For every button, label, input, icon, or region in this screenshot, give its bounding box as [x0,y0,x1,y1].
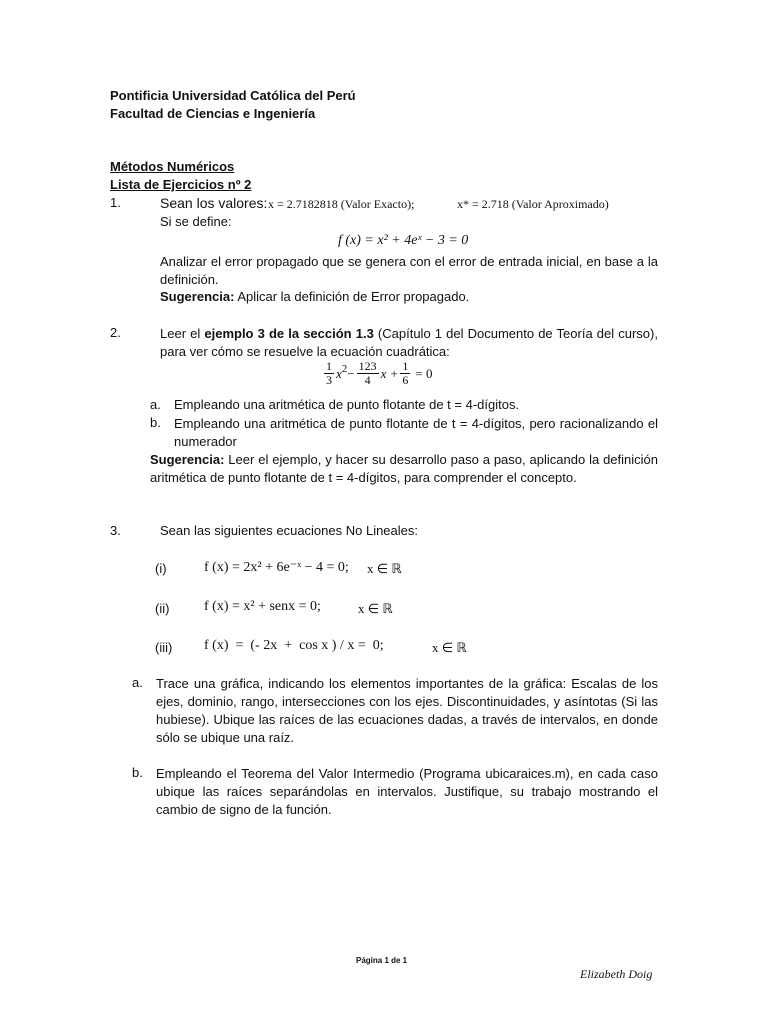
ex3-item-a-marker: a. [132,675,143,690]
ex1-equation: f (x) = x² + 4eˣ − 3 = 0 [338,233,469,248]
frac3-denominator: 6 [402,373,409,387]
ex1-hint-text: Aplicar la definición de Error propagado. [234,289,470,304]
ex3-eq2-label: (ii) [155,601,170,616]
ex1-hint [160,289,469,304]
frac2-numerator: 123 [358,359,377,373]
ex2-hint-text: Leer el ejemplo, y hacer su desarrollo paso a paso, aplicando la definición aritmética de punto flotante de t = 4-dígitos, para comprender el concepto. [150,452,658,485]
ex3-item-a: Trace una gráfica, indicando los elementos importantes de la gráfica: Escalas de los ejes, dominio, rango, intersecciones con los ejes. Discontinuidades, y asíntotas (Si las hubiese). Ubique las raíces de las ecuaciones dadas, a través de intervalos, en donde sólo se ubique una raíz. [156,676,658,745]
ex3-eq1-expr: f (x) = 2x² + 6e⁻ˣ − 4 = 0; [204,560,349,575]
ex1-analyze: Analizar el error propagado que se genera con el error de entrada inicial, en base a la definición. [160,254,658,287]
page-number: Página 1 de 1 [356,956,408,965]
ex2-frac-one-sixth [400,360,410,387]
ex2-number: 2. [110,325,121,340]
ex2-equals-zero: = 0 [415,365,433,381]
frac3-numerator: 1 [402,359,409,373]
ex2-hint-label: Sugerencia: [150,452,225,467]
university-name: Pontificia Universidad Católica del Perú [110,88,356,103]
ex2-frac-123-4 [357,360,379,387]
ex1-number: 1. [110,195,121,210]
ex2-item-b-marker: b. [150,415,161,430]
exercise-list-title: Lista de Ejercicios nº 2 [110,177,252,192]
ex2-exponent: 2 [341,362,348,375]
ex2-item-a-marker: a. [150,397,161,412]
ex2-text-bold: ejemplo 3 de la sección 1.3 [204,326,374,341]
ex1-hint-label: Sugerencia: [160,289,235,304]
ex3-number: 3. [110,523,121,538]
frac1-denominator: 3 [326,373,332,387]
ex2-hint [150,451,658,487]
ex2-text-a: Leer el [160,326,205,341]
ex3-intro: Sean las siguientes ecuaciones No Lineales: [160,523,419,538]
frac2-denominator: 4 [364,373,371,387]
ex2-item-a: Empleando una aritmética de punto flotante de t = 4-dígitos. [174,397,520,412]
ex2-x-squared: x [336,365,342,381]
ex2-quadratic-equation [322,360,433,387]
ex1-x-exact: x = 2.7182818 (Valor Exacto); [268,197,415,211]
ex3-eq3-expr: f (x) = (- 2x + cos x ) / x = 0; [204,638,384,653]
author-signature: Elizabeth Doig [580,967,653,981]
ex1-intro: Sean los valores: [160,195,268,211]
ex3-eq1-domain: x ∈ ℝ [367,561,402,576]
frac1-numerator: 1 [326,359,332,373]
ex3-item-b-marker: b. [132,765,143,780]
ex2-text [160,325,658,361]
ex3-eq3-domain: x ∈ ℝ [432,640,467,655]
ex1-x-approx: x* = 2.718 (Valor Aproximado) [457,197,609,211]
ex2-text-b: (Capítulo 1 del Documento de Teoría del curso), para ver cómo se resuelve la ecuación cuadrática: [160,326,658,359]
ex3-eq1-label: (i) [155,561,167,576]
ex2-frac-one-third [324,360,334,387]
ex2-x-plus: x + [380,365,399,381]
ex3-eq2-domain: x ∈ ℝ [358,601,393,616]
course-title: Métodos Numéricos [110,159,235,174]
ex3-eq3-label: (iii) [155,640,173,655]
ex2-item-b: Empleando una aritmética de punto flotante de t = 4-dígitos, pero racionalizando el numerador [174,416,658,449]
ex3-item-b: Empleando el Teorema del Valor Intermedio (Programa ubicaraices.m), en cada caso ubique las raíces separándolas en intervalos. Justifique, su trabajo mostrando el cambio de signo de la función. [156,766,658,817]
faculty-name: Facultad de Ciencias e Ingeniería [110,106,316,121]
ex1-define: Si se define: [160,214,232,229]
ex3-eq2-expr: f (x) = x² + senx = 0; [204,599,321,614]
ex2-minus: − [347,365,355,381]
